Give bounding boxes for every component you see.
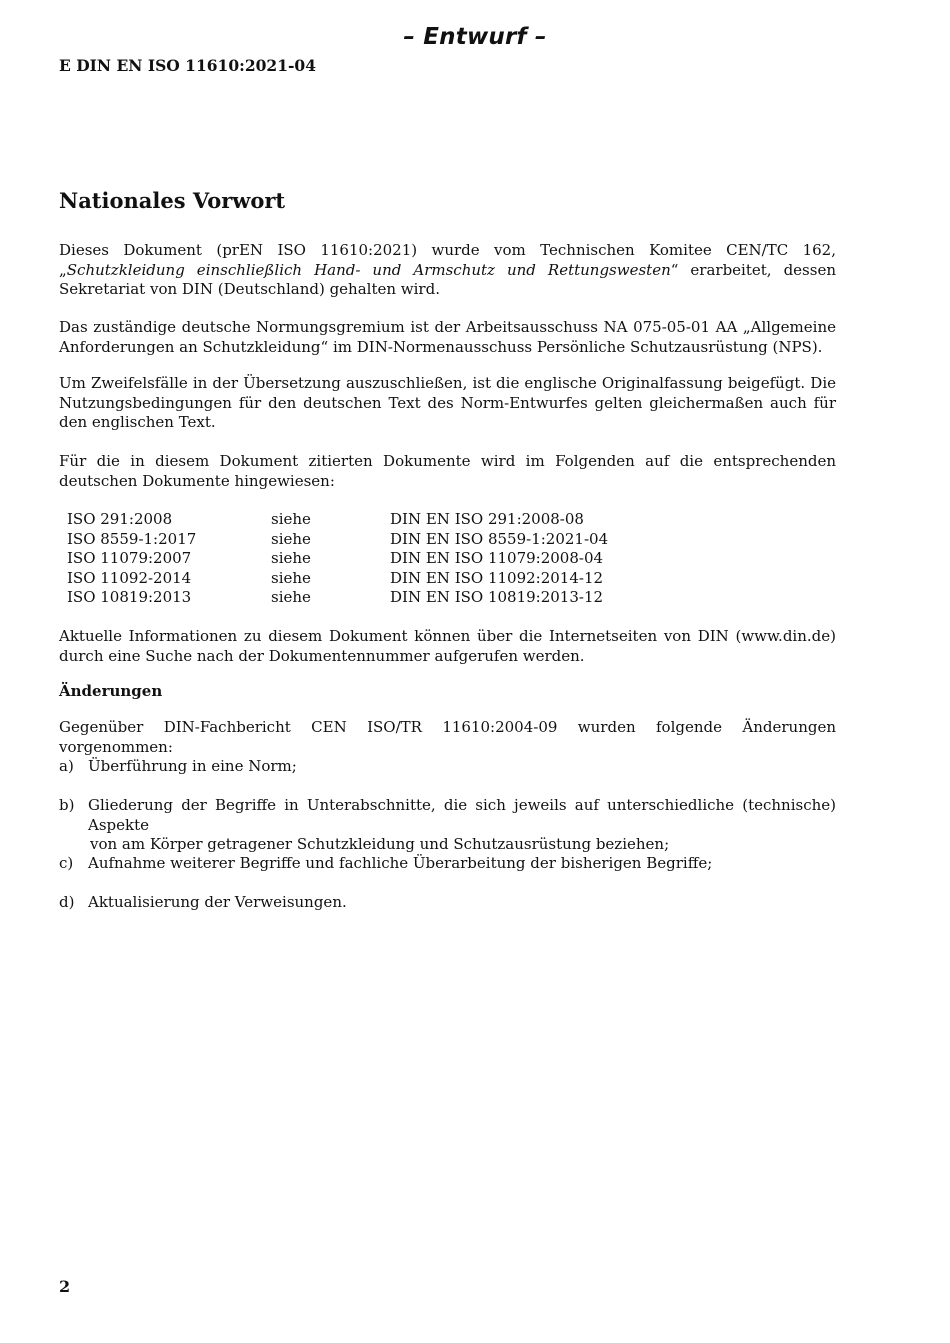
reference-table <box>67 510 650 608</box>
list-item <box>59 893 836 913</box>
reference-see: siehe <box>271 549 311 567</box>
table-row <box>67 588 650 608</box>
committee-name: Schutzkleidung einschließlich Hand- und Armschutz und Rettungswesten <box>66 260 671 279</box>
list-item-text-line2: von am Körper getragener Schutzkleidung und Schutzausrüstung beziehen; <box>90 835 670 853</box>
reference-see: siehe <box>271 588 311 606</box>
list-item <box>59 757 836 777</box>
table-row <box>67 549 650 569</box>
changes-intro: Gegenüber DIN-Fachbericht CEN ISO/TR 11610:2004-09 wurden folgende Änderungen vorgenommen: <box>59 718 836 756</box>
reference-see: siehe <box>271 568 311 587</box>
reference-see: siehe <box>271 510 311 528</box>
list-item <box>59 854 836 874</box>
list-item-text-line1: Gliederung der Begriffe in Unterabschnitte, die sich jeweils auf unterschiedliche (technische) Aspekte <box>88 796 836 834</box>
paragraph-committee <box>59 241 836 300</box>
reference-target: DIN EN ISO 10819:2013-12 <box>390 588 604 606</box>
changes-heading: Änderungen <box>59 682 163 700</box>
list-item <box>59 796 836 855</box>
list-marker: c) <box>59 854 74 872</box>
paragraph-online-info: Aktuelle Informationen zu diesem Dokument können über die Internetseiten von DIN (www.din.de) durch eine Suche nach der Dokumentennummer aufgerufen werden. <box>59 627 836 665</box>
list-item-text: Aktualisierung der Verweisungen. <box>88 893 347 911</box>
paragraph-committee-start: Dieses Dokument (prEN ISO 11610:2021) wurde vom Technischen Komitee CEN/TC 162, „ <box>59 241 836 279</box>
table-row <box>67 510 650 530</box>
reference-see: siehe <box>271 529 311 548</box>
reference-target: DIN EN ISO 291:2008-08 <box>390 510 584 528</box>
reference-source: ISO 11079:2007 <box>67 549 192 567</box>
paragraph-translation: Um Zweifelsfälle in der Übersetzung auszuschließen, ist die englische Originalfassung beigefügt. Die Nutzungsbedingungen für den deutschen Text des Norm-Entwurfes gelten gleichermaßen auch für den englischen Text. <box>59 374 836 431</box>
document-id: E DIN EN ISO 11610:2021-04 <box>59 56 316 75</box>
draft-watermark: – Entwurf – <box>403 24 547 50</box>
reference-source: ISO 291:2008 <box>67 510 173 528</box>
paragraph-references-intro: Für die in diesem Dokument zitierten Dokumente wird im Folgenden auf die entsprechenden deutschen Dokumente hingewiesen: <box>59 452 836 490</box>
table-row <box>67 569 650 589</box>
reference-target: DIN EN ISO 11079:2008-04 <box>390 549 604 567</box>
list-marker: d) <box>59 893 75 911</box>
reference-source: ISO 10819:2013 <box>67 588 192 606</box>
reference-target: DIN EN ISO 11092:2014-12 <box>390 568 604 587</box>
list-item-text: Aufnahme weiterer Begriffe und fachliche Überarbeitung der bisherigen Begriffe; <box>88 854 713 872</box>
list-item-text: Überführung in eine Norm; <box>88 757 297 775</box>
table-row <box>67 530 650 550</box>
section-title: Nationales Vorwort <box>59 188 286 213</box>
reference-target: DIN EN ISO 8559-1:2021-04 <box>390 529 609 548</box>
list-marker: a) <box>59 757 74 775</box>
reference-source: ISO 8559-1:2017 <box>67 529 197 548</box>
paragraph-committee-end: “ erarbeitet, dessen Sekretariat von DIN (Deutschland) gehalten wird. <box>59 260 836 298</box>
list-marker: b) <box>59 796 75 814</box>
page-number: 2 <box>59 1277 71 1296</box>
paragraph-standards-body: Das zuständige deutsche Normungsgremium ist der Arbeitsausschuss NA 075-05-01 AA „Allgemeine Anforderungen an Schutzkleidung“ im DIN-Normenausschuss Persönliche Schutzausrüstung (NPS). <box>59 318 836 356</box>
reference-source: ISO 11092-2014 <box>67 568 192 587</box>
